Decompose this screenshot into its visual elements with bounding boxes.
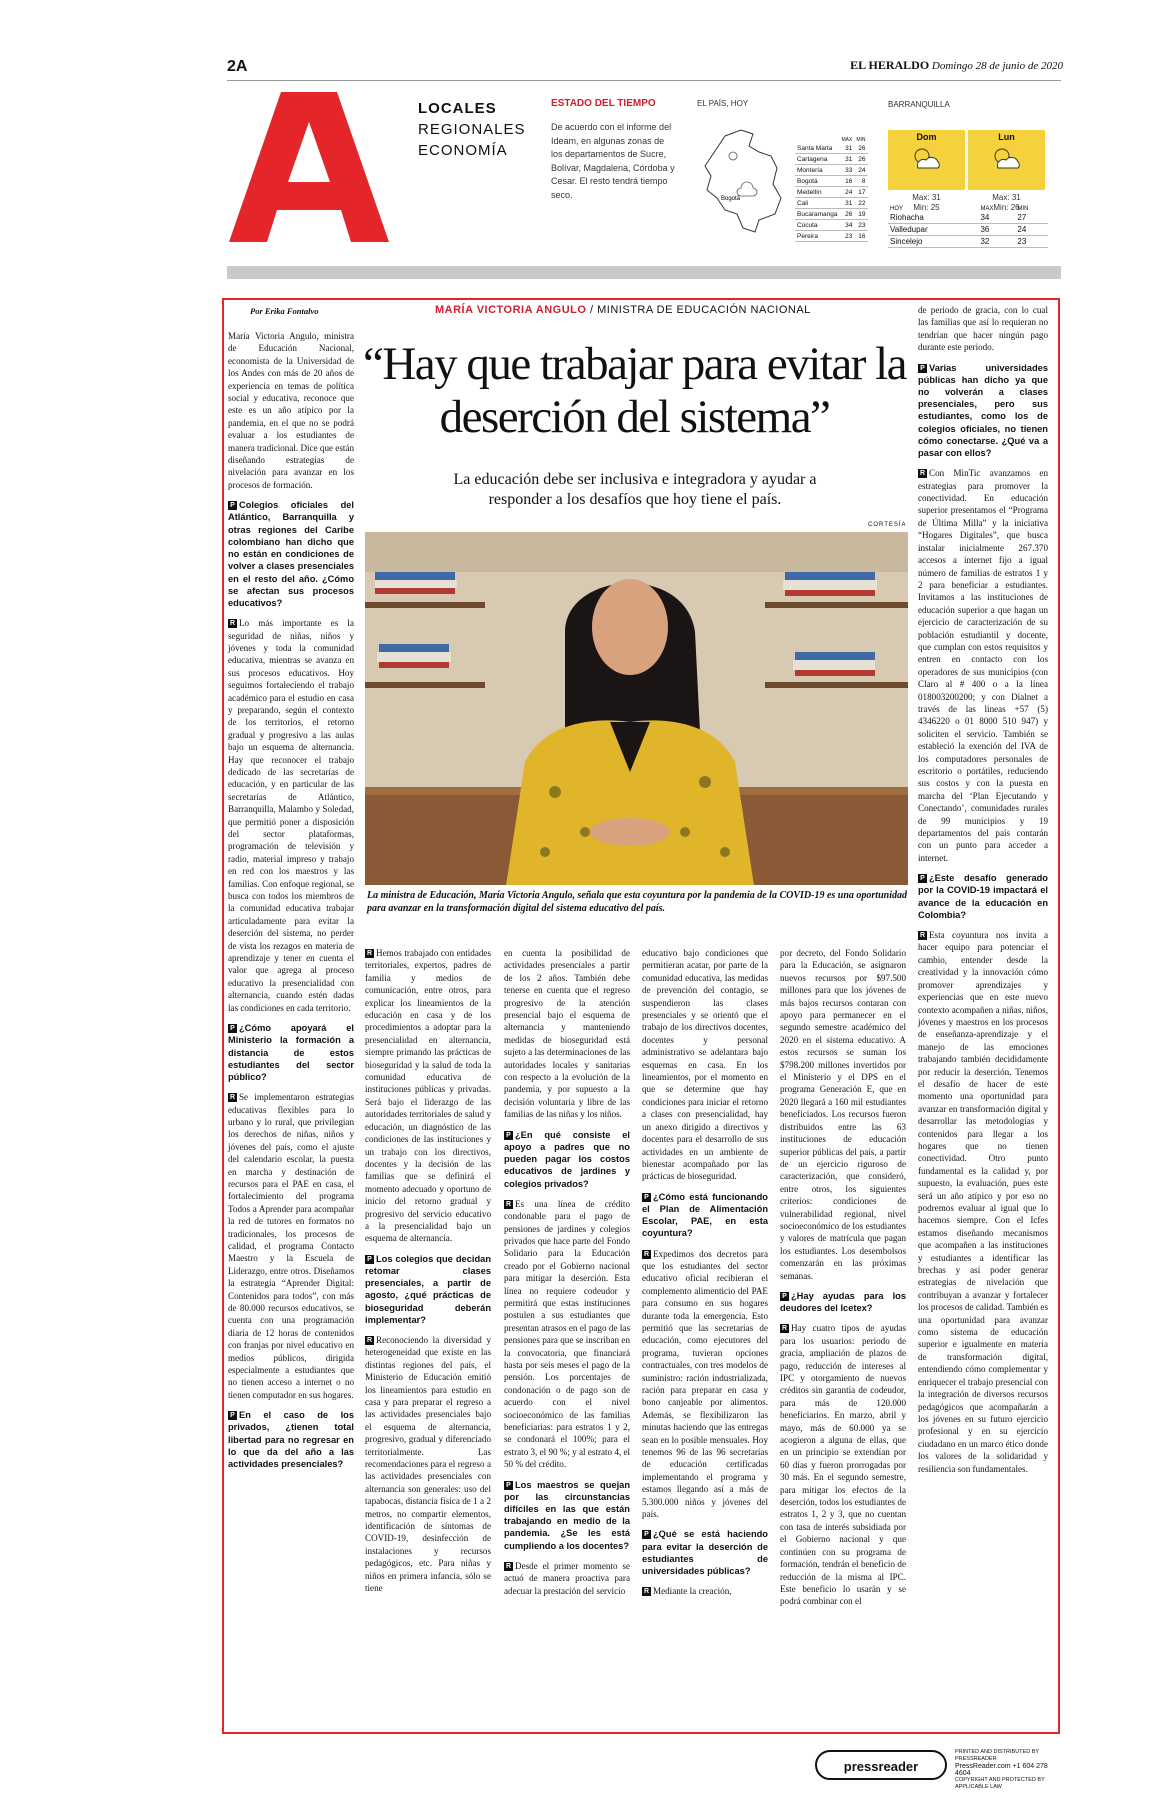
masthead (760, 58, 1063, 73)
city-row: Medellín 24 17 (797, 188, 866, 196)
article-column-2 (365, 947, 491, 1603)
answer: R Hemos trabajado con entidades territoriales, expertos, padres de familia y medios de comunicación, entre otros, para explicar los lineamientos de la educación en casa y de los procedimientos a adoptar para la presencialidad en alternancia, siempre primando las prácticas de bioseguridad y la salud de toda la comunidad educativa de instituciones públicas y privadas. Será bajo el liderazgo de las autoridades territoriales de salud y educación, un diagnóstico de las condiciones de las instituciones y un trabajo con los directivos, docentes y la decisión de las familias que se definirá el momento adecuado y oportuno de inicio del retorno gradual y progresivo del servicio educativo a la presencialidad bajo un esquema de alternancia. (365, 948, 491, 1244)
issue-date: Domingo 28 de junio de 2020 (931, 60, 1063, 72)
map-label: EL PAÍS, HOY (697, 99, 749, 108)
answer: R Es una línea de crédito condonable para el pago de pensiones de jardines y colegios privados que hace parte del Fondo Solidario para la Educación creado por el Gobierno nacional para mitigar la deserción. Esta línea no requiere codeudor y permitirá que estas instituciones postulen a sus estudiantes que presentan atrasos en el pago de las pensiones para que se inscriban en la convocatoria, que financiará hasta por seis meses el pago de la pensión. Los porcentajes de condonación o de pago son de acuerdo con el nivel socioeconómico de las familias beneficiarias: para estratos 1 y 2, se condonará el 100%; para el estrato 3, el 90 %; y al estrato 4, el 50 % del crédito. (504, 1198, 631, 1470)
forecast-day-2: Lun (968, 130, 1045, 190)
kicker-name: MARÍA VICTORIA ANGULO (435, 304, 587, 316)
section-divider-bar (227, 266, 1061, 279)
photo-credit: CORTESÍA (868, 522, 907, 528)
answer: R Expedimos dos decretos para que los estudiantes del sector educativo oficial recibieran el complemento alimenticio del PAE para consumo en sus hogares durante toda la emergencia. Esto permitió que las secretarías de educación, como ejecutores del programa, tuvieran opciones contractuales, con tres modelos de suministro: ración industrializada, ración para preparar en casa y bono canjeable por alimentos. Además, se flexibilizaron las minutas haciendo que las entregas sean en lo posible mensuales. Hoy tenemos 96 de las 96 secretarías de educación certificadas implementando el programa y estamos llegando así a más de 5.300.000 niños y jóvenes del país. (642, 1248, 768, 1520)
intro-paragraph: María Victoria Angulo, ministra de Educación Nacional, economista de la Universidad de los Andes con más de 20 años de experiencia en temas de política social y educativa, reconoce que este es un año atípico por la pandemia, en el que no se podrá evaluar a los estudiantes de manera tradicional. Dice que están diseñando estrategias de nivelación para avanzar en los procesos de formación. (228, 331, 354, 490)
city-forecast-table: MAX MIN Santa Marta 31 26 Cartagena 31 26 Montería 33 24 Bogotá 16 8 Medellín 24 17 Cali 31 22 Bucaramanga 26 19 Cúcuta 34 23 Pereira 23 16 (797, 137, 866, 240)
colombia-map (697, 128, 789, 238)
question: P ¿En qué consiste el apoyo a padres que no pueden pagar los costos educativos de jardines y colegios privados? (504, 1129, 630, 1189)
headline: “Hay que trabajar para evitar la deserción del sistema” (362, 338, 907, 443)
article-column-4 (642, 947, 768, 1606)
section-letter-graphic (229, 92, 389, 242)
answer: R Mediante la creación, (643, 1586, 732, 1597)
answer: R Se implementaron estrategias educativas flexibles para lo urbano y lo rural, que privilegian los derechos de niñas, niños y jóvenes del país, como el ajuste del calendario escolar, la puesta en marcha y destinación de recursos para el PAE en casa, el fortalecimiento del programa Todos a Aprender para acompañar la red de tutores en formatos no tradicionales, los procesos de calidad, el programa Contacto Maestro y la Escuela de Liderazgo, entre otros. Diseñamos la estrategia “Aprender Digital: Contenidos para todos”, con más de 80.000 recursos educativos, se cuenta con una programación diaria de 12 horas de contenidos con franjas por nivel educativo en medios públicos, dirigida especialmente a estudiantes que no tienen acceso a internet o no tienen computador en sus hogares. (228, 1092, 354, 1400)
article-column-6 (918, 304, 1048, 1483)
answer-continued: educativo bajo condiciones que permitieran acatar, por parte de la comunidad educativa, las medidas de prevención del contagio, se suspendieron las clases presenciales y se orientó que el trabajo de los directivos docentes, docentes y personal administrativo se adelantara bajo esquemas en casa. En los lineamientos, por el momento en que se determine que hay condiciones para iniciar el retorno a clases con presencialidad, hay un anexo dirigido a directivos y docentes para el desarrollo de sus actividades en un ambiente de bienestar acompañado por las prácticas de bioseguridad. (642, 948, 768, 1182)
city-row: Cartagena 31 26 (797, 155, 866, 163)
city-row: Pereira 23 16 (797, 232, 866, 240)
kicker-role: MINISTRA DE EDUCACIÓN NACIONAL (597, 304, 811, 316)
answer: R Desde el primer momento se actuó de manera proactiva para adecuar la prestación del servicio (504, 1560, 630, 1596)
question: P ¿Hay ayudas para los deudores del Icetex? (780, 1290, 906, 1314)
answer: R Lo más importante es la seguridad de niñas, niños y jóvenes y toda la comunidad educativa, mientras se avanza en sus procesos educativos. Hoy seguimos fortaleciendo el trabajo académico para el estudio en casa y preparando, según el contexto de los territorios, el retorno gradual y progresivo a las aulas bajo un esquema de alternancia. Hay que reconocer el trabajo dedicado de las secretarías de educación, y en particular de las secretarías de Atlántico, Barranquilla, Malambo y Soledad, que permitió poner a disposición del sector plataformas, programación de televisión y radio, material impreso y trabajo en red con los maestros y las familias. Con enfoque regional, se busca con todos los miembros de la comunidad educativa trabajar articuladamente para evitar la deserción del sistema, no perder de vista los rezagos en materia de aprendizaje y tener en cuenta el valor que agrega al proceso educativo la presencialidad con alternancia, cuando estén dadas las condiciones en cada territorio. (228, 618, 354, 1013)
map-city: Bogotá (721, 196, 741, 202)
answer: R Reconociendo la diversidad y heterogeneidad que existe en las distintas regiones del país, el Ministerio de Educación emitió los lineamientos para estudio en casa y para preparar el regreso a las actividades presenciales bajo el esquema de alternancia, progresivo, gradual y diferenciado territorialmente. Las recomendaciones para el regreso a las actividades presenciales con alternancia son generales: uso del tapabocas, distancia física de 1 a 2 metros, no compartir elementos, identificación de síntomas de COVID-19, desinfección de instalaciones y recursos pedagógicos, etc. Para niñas y niños en primera infancia, sólo se tiene (365, 1334, 491, 1594)
photo-caption: La ministra de Educación, María Victoria Angulo, señala que esta coyuntura por la pandemia de la COVID-19 es una oportunidad para avanzar en la transformación digital del sistema educativo del país. (367, 890, 907, 914)
city-row: Cali 31 22 (797, 199, 866, 207)
day2-maxmin: Max: 31 Min: 26 (992, 193, 1021, 212)
paper-name: EL HERALDO (850, 58, 930, 72)
answer: R Con MinTic avanzamos en estrategias para promover la conectividad. En educación superior presentamos el “Programa de Última Milla” y la iniciativa “Hogares Digitales”, que busca instalar inicialmente 267.370 accesos a internet fijo a igual número de familias de estratos 1 y 2 para beneficiar a estudiantes. Invitamos a las instituciones de educación superior a que hagan un ejercicio de caracterización de su población estudiantil y docente, que cumplan con estos requisitos y entren en contacto con los operadores de sus municipios (con Claro al # 400 o a la línea 018003200200; y con Dialnet a través de las líneas +57 (5) 4346220 o 01 8000 510 947) y soliciten el servicio. También se estableció la exención del IVA de los computadores personales de escritorio o portátiles, reduciendo sus costos y con la puesta en marcha del ‘Plan Ejecutando y Conectando’, comunidades rurales de 99 municipios y 19 departamentos del país contarán con un punto para acceder a internet. (918, 468, 1048, 863)
day1-maxmin: Max: 31 Min: 25 (912, 193, 941, 212)
answer: R Esta coyuntura nos invita a hacer equipo para potenciar el cambio, entender desde la creatividad y la innovación cómo promover aprendizajes y experiencias que en este nuevo contexto acompañen a niñas, niños, jóvenes y maestros en los procesos de enseñanza-aprendizaje y el manejo de las emociones trabajando también decididamente por reducir la deserción. Tenemos el desafío de hacer de este momento una oportunidad para avanzar en transformación digital y desarrollar las metodologías y contenidos para llegar a los hogares que no tienen conectividad. Otro punto fundamental es la calidad y, por supuesto, la evaluación, pues este será un año atípico y por eso no podremos evaluar al igual que lo hacemos siempre. Con el Icfes estamos diseñando mecanismos que acompañen a las instituciones y estudiantes a identificar las brechas y así poder generar estrategias de nivelación que contribuyan a avanzar y fortalecer los procesos de calidad. También es una oportunidad para avanzar como sistema de educación superior e igualmente en materia de transformación digital, entendiendo cómo complementar y enriquecer el trabajo presencial con la integración de diversos recursos pedagógicos que acompañarán a los jóvenes en su futuro ejercicio profesional y en su ejercicio ciudadano en un marco ético donde los valores de la solidaridad y resiliencia son fundamentales. (918, 930, 1049, 1474)
section-local: LOCALES (418, 100, 497, 117)
pressreader-logo[interactable]: pressreader (815, 1750, 947, 1780)
minister-photo (365, 532, 908, 885)
city-row: Bucaramanga 26 19 (797, 210, 866, 218)
answer-continued: en cuenta la posibilidad de actividades presenciales a partir de los 2 años. También debe tenerse en cuenta que el regreso progresivo de la atención presencial bajo el esquema de alternancia y manteniendo medidas de bioseguridad está sujeto a las determinaciones de las autoridades locales y sanitarias con respecto a la evolución de la pandemia, y por supuesto a la decisión voluntaria y libre de las familias de las niñas y los niños. (504, 948, 630, 1120)
article-column-5 (780, 947, 906, 1616)
question: P Los colegios que decidan retomar clases presenciales, a partir de agosto, ¿qué prácticas de bioseguridad deberán implementar? (365, 1253, 491, 1325)
city-row: Santa Marta 31 26 (797, 144, 866, 152)
question: P ¿Cómo está funcionando el Plan de Alimentación Escolar, PAE, en esta coyuntura? (642, 1191, 768, 1239)
city-row: Cúcuta 34 23 (797, 221, 866, 229)
author-byline: Por Erika Fontalvo (250, 306, 319, 316)
answer: R Hay cuatro tipos de ayudas para los usuarios: periodo de gracia, ampliación de plazos de pago, reducción de intereses al IPC y otorgamiento de nuevos créditos sin garantía de codeudor, para más de 120.000 beneficiarios. En marzo, abril y mayo, más de 60.000 ya se acogieron a alguna de ellas, que en un principio se extendían por 60 días y fueron prorrogadas por 30 más. En el segundo semestre, para mitigar los efectos de la deserción, todos los estudiantes de estratos 1, 2 y 3, que no cuentan con tasa de interés subsidiada por el Gobierno nacional y que continúen con su programa de formación, tendrán el beneficio de reducción de la misma al IPC. Este beneficio lo usarán y se podrá combinar con el (780, 1323, 906, 1607)
question: P ¿Cómo apoyará el Ministerio la formación a distancia de estos estudiantes del sector público? (228, 1023, 354, 1082)
section-names (418, 98, 526, 161)
question: P Varias universidades públicas han dicho ya que no volverán a clases presenciales, pero sus estudiantes, como los de colegios oficiales, no tienen cómo conectarse. ¿Qué va a pasar con ellos? (918, 362, 1048, 459)
question: P Colegios oficiales del Atlántico, Barranquilla y otras regiones del Caribe colombiano han dicho que no están en condiciones de volver a clases presenciales en el resto del año. ¿Cómo se afectan sus procesos educativos? (228, 500, 354, 608)
article-kicker: MARÍA VICTORIA ANGULO / MINISTRA DE EDUCACIÓN NACIONAL (435, 304, 811, 316)
question: P En el caso de los privados, ¿tienen total libertad para no regresar en lo que da del año a las actividades presenciales? (228, 1410, 354, 1470)
weather-title: ESTADO DEL TIEMPO (551, 98, 656, 109)
barranquilla-label: BARRANQUILLA (888, 100, 950, 109)
pressreader-notice: PRINTED AND DISTRIBUTED BY PRESSREADER PressReader.com +1 604 278 4604 COPYRIGHT AND PROTECTED BY APPLICABLE LAW (955, 1749, 1048, 1790)
article-column-1 (228, 330, 354, 1478)
partly-cloudy-icon (908, 144, 944, 172)
city-row: Bogotá 16 8 (797, 177, 866, 185)
forecast-day-1: Dom (888, 130, 965, 190)
section-economy: ECONOMÍA (418, 142, 508, 159)
weather-text: De acuerdo con el informe del Ideam, en algunas zonas de los departamentos de Sucre, Bolívar, Magdalena, Córdoba y Cesar. El resto tendrá tiempo seco. (551, 122, 675, 200)
question: P ¿Este desafío generado por la COVID-19 impactará el avance de la educación en Colombia? (918, 873, 1048, 920)
answer-continued: de periodo de gracia, con lo cual las familias que así lo requieran no tendrían que hacer ningún pago durante este periodo. (918, 305, 1048, 353)
question: P Los maestros se quejan por las circunstancias difíciles en las que están trabajando en medio de la pandemia. ¿Se les está cumpliendo a los docentes? (504, 1479, 630, 1551)
deck: La educación debe ser inclusiva e integradora y ayudar a responder a los desafíos que hoy tiene el país. (453, 471, 817, 508)
regional-city-row: Valledupar 36 24 (888, 224, 1048, 236)
partly-cloudy-icon (988, 144, 1024, 172)
answer-continued: por decreto, del Fondo Solidario para la Educación, se asignaron nuevos recursos por $97.500 millones para que los jóvenes de más bajos recursos contaran con apoyo para permanecer en el segundo semestre académico del 2020 en el sistema educativo. A estos recursos se suman los $798.200 millones invertidos por el Ministerio y el DPS en el programa Generación E, que en 2020 llegará a 160 mil estudiantes beneficiados. Los recursos fueron distribuidos entre las 63 instituciones de educación superior públicas del país, a partir de un ejercicio riguroso de caracterización, que consideró, entre otros, los siguientes criterios: condiciones de vulnerabilidad regional, nivel socioeconómico de los estudiantes y valores de matrícula que pagan los estudiantes. Los desembolsos comenzarán en las próximas semanas. (780, 948, 906, 1281)
regional-city-row: Sincelejo 32 23 (888, 236, 1048, 248)
cloud-icon (737, 182, 757, 196)
regional-city-row: Riohacha 34 27 (888, 212, 1048, 224)
article-column-3 (504, 947, 630, 1605)
section-regional: REGIONALES (418, 121, 526, 138)
question: P ¿Qué se está haciendo para evitar la deserción de estudiantes de universidades públicas? (642, 1529, 768, 1577)
divider (227, 80, 1061, 81)
city-row: Montería 33 24 (797, 166, 866, 174)
page-number: 2A (227, 58, 248, 75)
barranquilla-table: HOY MAX MIN Riohacha 34 27 Valledupar 36 24 Sincelejo 32 23 (888, 206, 1048, 248)
